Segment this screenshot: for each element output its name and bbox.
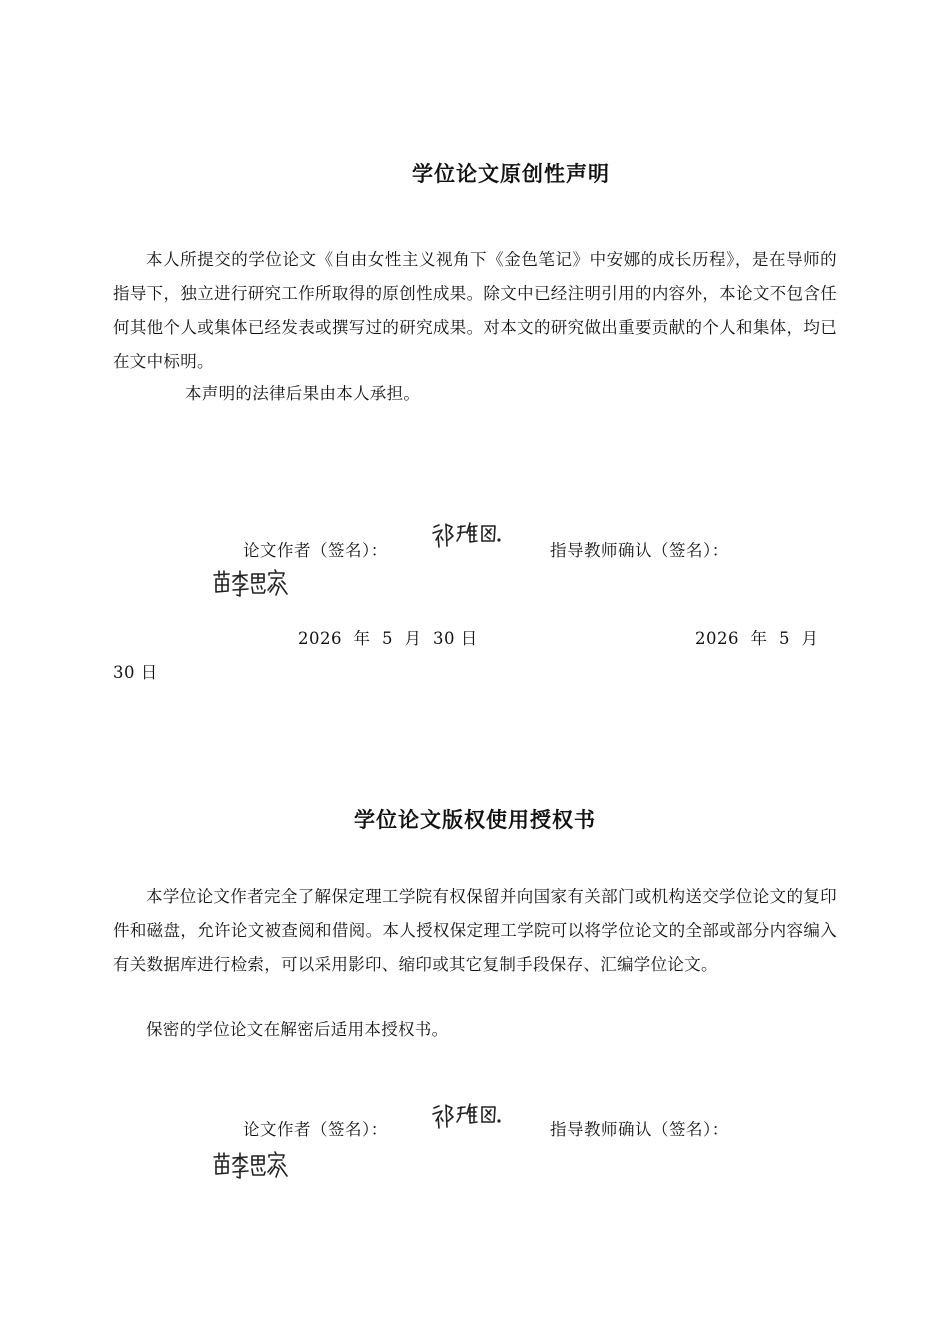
declaration-paragraph-2: 本声明的法律后果由本人承担。 — [185, 384, 421, 403]
authorization-title: 学位论文版权使用授权书 — [354, 808, 596, 832]
authorization-advisor-signature — [212, 1148, 292, 1186]
declaration-advisor-signature — [212, 566, 292, 604]
declaration-author-signature-label: 论文作者（签名）： — [243, 541, 388, 560]
authorization-paragraph-2: 保密的学位论文在解密后适用本授权书。 — [146, 1020, 449, 1039]
declaration-title: 学位论文原创性声明 — [412, 162, 610, 186]
declaration-author-signature — [430, 518, 508, 556]
authorization-paragraph-1: 本学位论文作者完全了解保定理工学院有权保留并向国家有关部门或机构送交学位论文的复印件和磁盘，允许论文被查阅和借阅。本人授权保定理工学院可以将学位论文的全部或部分内容编入有关数据库进行检索，可以采用影印、缩印或其它复制手段保存、汇编学位论文。 — [113, 887, 837, 974]
authorization-author-signature — [430, 1099, 508, 1137]
declaration-paragraph-1: 本人所提交的学位论文《自由女性主义视角下《金色笔记》中安娜的成长历程》，是在导师的指导下，独立进行研究工作所取得的原创性成果。除文中已经注明引用的内容外，本论文不包含任何其他个人或集体已经发表或撰写过的研究成果。对本文的研究做出重要贡献的个人和集体，均已在文中标明。 — [113, 250, 837, 371]
declaration-author-date: 2026 年 5 月 30 日 — [298, 629, 478, 648]
authorization-author-signature-label: 论文作者（签名）： — [243, 1120, 388, 1139]
authorization-advisor-signature-label: 指导教师确认（签名）： — [550, 1120, 729, 1139]
declaration-advisor-date-wrap: 30 日 — [113, 663, 158, 682]
declaration-advisor-date: 2026 年 5 月 — [695, 629, 819, 648]
declaration-advisor-signature-label: 指导教师确认（签名）： — [550, 541, 729, 560]
